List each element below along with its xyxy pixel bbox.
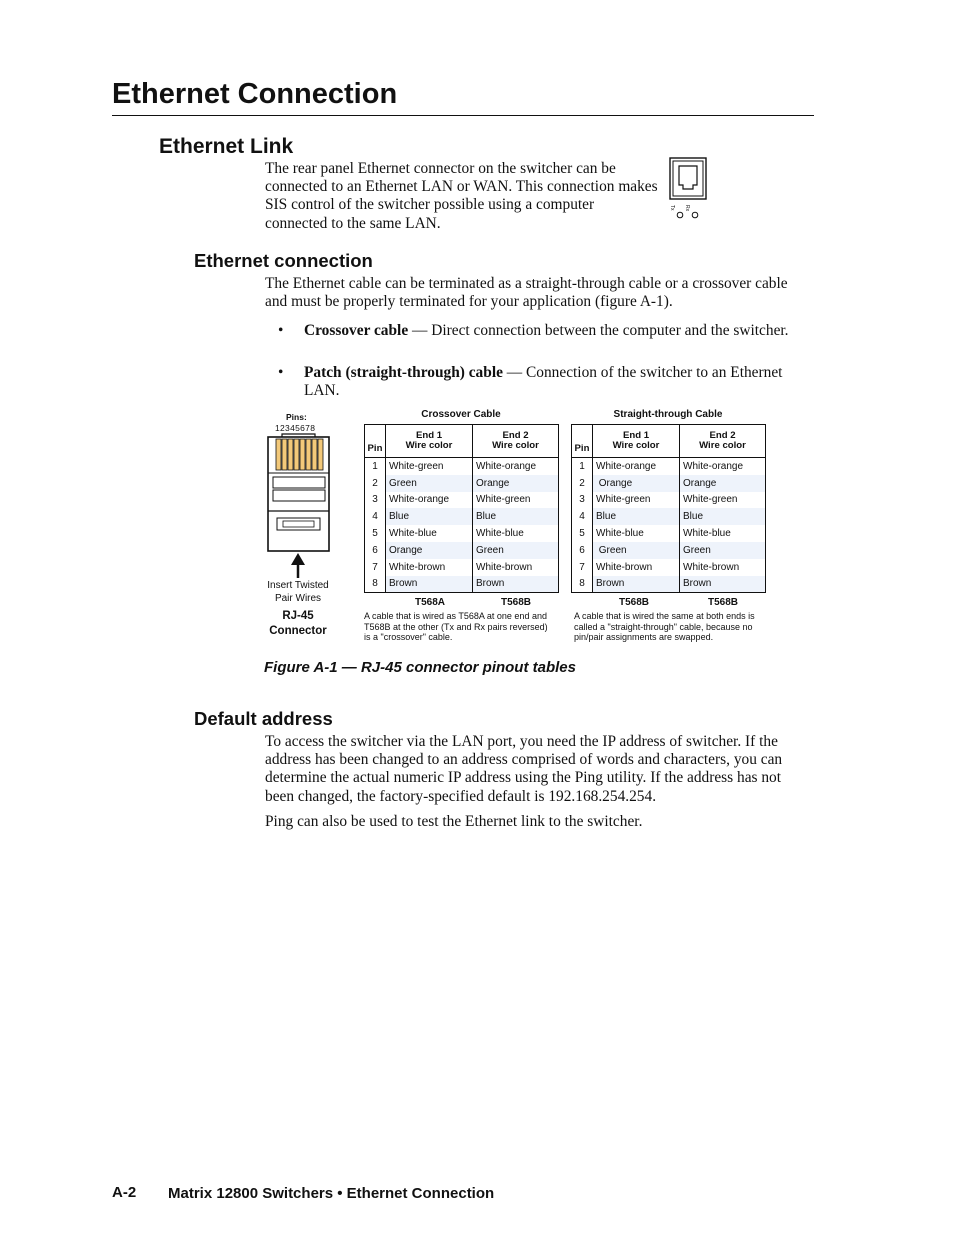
end1-color-cell: White-green [593,492,680,509]
pin-number-cell: 4 [572,508,593,525]
table-row [365,458,559,475]
rj45-connector-line-1: RJ-45 [282,610,314,622]
straight-table-title: Straight-through Cable [613,409,723,420]
column-header-pin: Pin [572,425,593,458]
table-row [365,542,559,559]
insert-wires-line-1: Insert Twisted [267,580,329,591]
end1-color-cell: Green [386,475,473,492]
table-row [572,542,766,559]
end2-color-cell: Green [473,542,559,559]
straight-note: A cable that is wired the same at both ends is called a "straight-through" cable, because no pin/pair assignments are swapped. [574,611,755,642]
end1-color-cell: Green [593,542,680,559]
pin-number-cell: 1 [365,458,386,475]
crossover-note: A cable that is wired as T568A at one end and T568B at the other (Tx and Rx pairs reversed) is a "crossover" cable. [364,611,548,642]
bullet-dot: • [278,322,284,339]
footer-page-number: A-2 [112,1184,137,1201]
end2-color-cell: White-blue [476,528,524,540]
insert-wires-label [252,579,344,605]
pins-numbers: 12345678 [275,423,316,433]
table-row [572,508,766,525]
bullet-desc: — Connection of the switcher to an Ethernet LAN. [304,364,783,399]
table-row [572,559,766,576]
crossover-standard-end2: T568B [500,597,531,608]
end1-color-cell: Blue [593,508,680,525]
rj45-plug-drawing [267,433,331,583]
bullet-term: Patch (straight-through) cable [304,364,503,381]
pin-number-cell: 2 [365,475,386,492]
end1-color-cell: Blue [386,508,473,525]
pin-number-cell: 5 [572,525,593,542]
footer-title: Matrix 12800 Switchers • Ethernet Connection [168,1185,495,1202]
end1-color-cell: Orange [386,542,473,559]
end2-color-cell: Orange [680,475,766,492]
table-row [572,525,766,542]
pin-number-cell: 7 [365,559,386,576]
column-header-end2: End 2 Wire color [680,425,766,458]
rj45-connector-line-2: Connector [269,625,327,637]
bullet-desc: — Direct connection between the computer and the switcher. [408,322,789,339]
pin-number-cell: 6 [365,542,386,559]
end2-color-cell: White-blue [683,528,731,540]
table-row [365,525,559,542]
tx-led-label: Tx [669,205,675,211]
bullet-dot: • [278,364,284,381]
straight-standard-end2: T568B [707,597,738,608]
table-row [365,492,559,509]
straight-standard-end1: T568B [618,597,649,608]
table-row [572,475,766,492]
subheading-ethernet-connection: Ethernet connection [194,250,373,271]
end1-color-cell: White-blue [386,525,473,542]
end1-color-cell: White-orange [593,458,680,475]
table-row [365,576,559,593]
end1-color-cell: White-green [386,458,473,475]
table-row [365,508,559,525]
section-heading-ethernet-link: Ethernet Link [159,135,294,158]
straight-through-pinout-table [571,424,766,593]
end2-color-cell: White-orange [476,460,537,472]
crossover-table-title: Crossover Cable [421,409,501,420]
end2-color-cell: Blue [680,508,766,525]
pin-number-cell: 8 [365,576,386,593]
pin-number-cell: 2 [572,475,593,492]
rj45-port-icon [669,157,709,221]
bullet-term: Crossover cable [304,322,409,339]
end1-color-cell: White-brown [386,559,473,576]
rx-led-label: Rx [684,205,690,212]
end1-color-cell: White-blue [593,525,680,542]
end2-color-cell: Green [680,542,766,559]
end2-color-cell: Brown [680,576,766,593]
table-row [572,458,766,475]
end2-color-cell: White-brown [683,561,740,573]
bullet-patch [304,364,809,400]
end2-color-cell: White-brown [476,561,533,573]
pin-number-cell: 4 [365,508,386,525]
table-row [572,492,766,509]
pin-number-cell: 6 [572,542,593,559]
end1-color-cell: Orange [593,475,680,492]
subheading-default-address: Default address [194,708,333,729]
end2-color-cell: Blue [473,508,559,525]
pin-number-cell: 5 [365,525,386,542]
end2-color-cell: Orange [473,475,559,492]
default-address-paragraph: To access the switcher via the LAN port, you need the IP address of switcher. If the address has been changed to an address comprised of words and characters, you can determine the actual numeric IP address using the Ping utility. If the address has not been changed, the factory-specified default is 192.168.254.254. [265,733,783,805]
crossover-standard-end1: T568A [414,597,445,608]
table-row [572,576,766,593]
end1-color-cell: White-orange [386,492,473,509]
column-header-pin: Pin [365,425,386,458]
column-header-end1: End 1 Wire color [386,425,473,458]
end1-color-cell: White-brown [593,559,680,576]
pins-label: Pins: [286,412,307,422]
pin-number-cell: 7 [572,559,593,576]
end2-color-cell: Brown [473,576,559,593]
end2-color-cell: White-green [476,494,531,506]
table-header-row [572,425,766,458]
crossover-pinout-table [364,424,559,593]
end1-color-cell: Brown [386,576,473,593]
figure-caption: Figure A-1 — RJ-45 connector pinout tables [264,659,576,676]
bullet-crossover [304,322,809,340]
end2-color-cell: White-green [683,494,738,506]
end2-color-cell: White-orange [683,460,744,472]
insert-wires-line-2: Pair Wires [274,593,322,604]
pin-number-cell: 3 [365,492,386,509]
title-divider [112,115,814,116]
rj45-connector-label [252,609,344,639]
page-title: Ethernet Connection [112,78,398,110]
end1-color-cell: Brown [593,576,680,593]
pin-number-cell: 3 [572,492,593,509]
table-header-row [365,425,559,458]
ethernet-link-paragraph: The rear panel Ethernet connector on the switcher can be connected to an Ethernet LAN or WAN. This connection makes SIS control of the switcher possible using a computer connected to the same LAN. [265,160,658,232]
ping-paragraph: Ping can also be used to test the Ethernet link to the switcher. [265,813,643,830]
table-row [365,475,559,492]
column-header-end2: End 2 Wire color [473,425,559,458]
column-header-end1: End 1 Wire color [593,425,680,458]
ethernet-connection-paragraph: The Ethernet cable can be terminated as a straight-through cable or a crossover cable and must be properly terminated for your application (figure A-1). [265,275,788,311]
pin-number-cell: 1 [572,458,593,475]
pin-number-cell: 8 [572,576,593,593]
table-row [365,559,559,576]
